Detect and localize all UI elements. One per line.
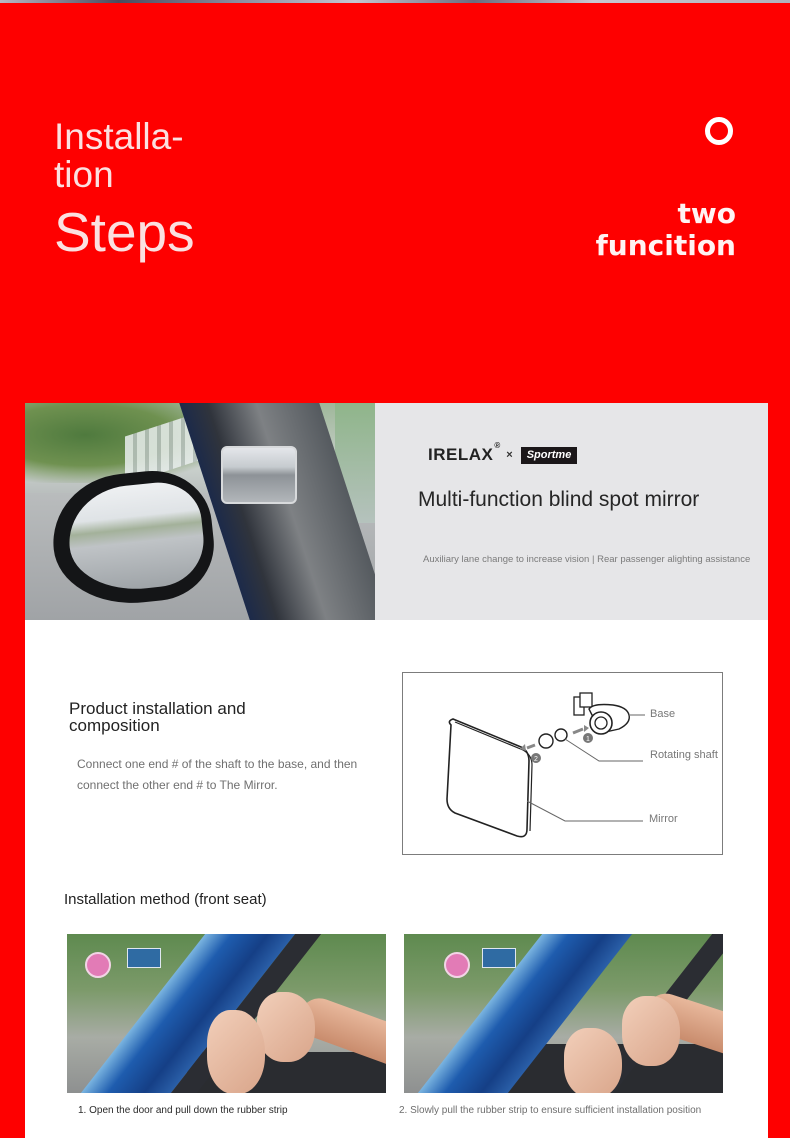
product-photo: [25, 403, 375, 620]
step-2-photo: [404, 934, 723, 1093]
hero-title-line2: tion: [54, 154, 114, 195]
product-subtitle: Auxiliary lane change to increase vision | Rear passenger alighting assistance: [423, 554, 751, 565]
svg-text:1: 1: [586, 736, 590, 743]
registered-mark: ®: [494, 441, 501, 450]
left-hand: [564, 1028, 622, 1093]
right-hand: [622, 996, 680, 1066]
function-line2: funcition: [595, 229, 736, 262]
right-hand: [257, 992, 315, 1062]
diagram-label-base: Base: [650, 708, 676, 720]
diagram-label-mirror: Mirror: [649, 813, 678, 825]
top-photo-strip: [0, 0, 790, 3]
exploded-view-illustration: [403, 673, 724, 856]
product-card: [25, 403, 768, 1138]
step-1-photo: [67, 934, 386, 1093]
street-sign: [127, 948, 161, 968]
no-parking-sign: [444, 952, 470, 978]
function-line1: two: [677, 197, 736, 230]
step-2-caption: 2. Slowly pull the rubber strip to ensure sufficient installation position: [399, 1105, 702, 1116]
left-hand: [207, 1010, 265, 1093]
function-label: [596, 198, 736, 262]
brand-sportme: Sportme: [521, 447, 578, 464]
installation-title: Installation method (front seat): [64, 891, 267, 908]
ring-icon: [705, 117, 733, 145]
hero-title-line1: Installa-: [54, 116, 184, 157]
step-1-caption: 1. Open the door and pull down the rubber strip: [78, 1105, 288, 1116]
brand-logo: [428, 443, 577, 467]
composition-description: Connect one end # of the shaft to the base, and then connect the other end # to The Mirror.: [77, 757, 358, 792]
blind-spot-mirror: [221, 446, 297, 504]
composition-diagram: [402, 672, 723, 855]
hero-title-line3: Steps: [54, 201, 195, 263]
hero-title: [54, 118, 195, 262]
composition-title: Product installation and composition: [69, 699, 246, 735]
no-parking-sign: [85, 952, 111, 978]
mirror-drawing: [447, 719, 532, 837]
street-sign: [482, 948, 516, 968]
brand-irelax: IRELAX: [428, 445, 494, 464]
diagram-label-shaft: Rotating shaft: [650, 749, 718, 761]
product-header: [25, 403, 768, 620]
product-title: Multi-function blind spot mirror: [418, 488, 700, 511]
svg-text:2: 2: [534, 756, 538, 763]
collab-symbol: ×: [506, 449, 513, 461]
